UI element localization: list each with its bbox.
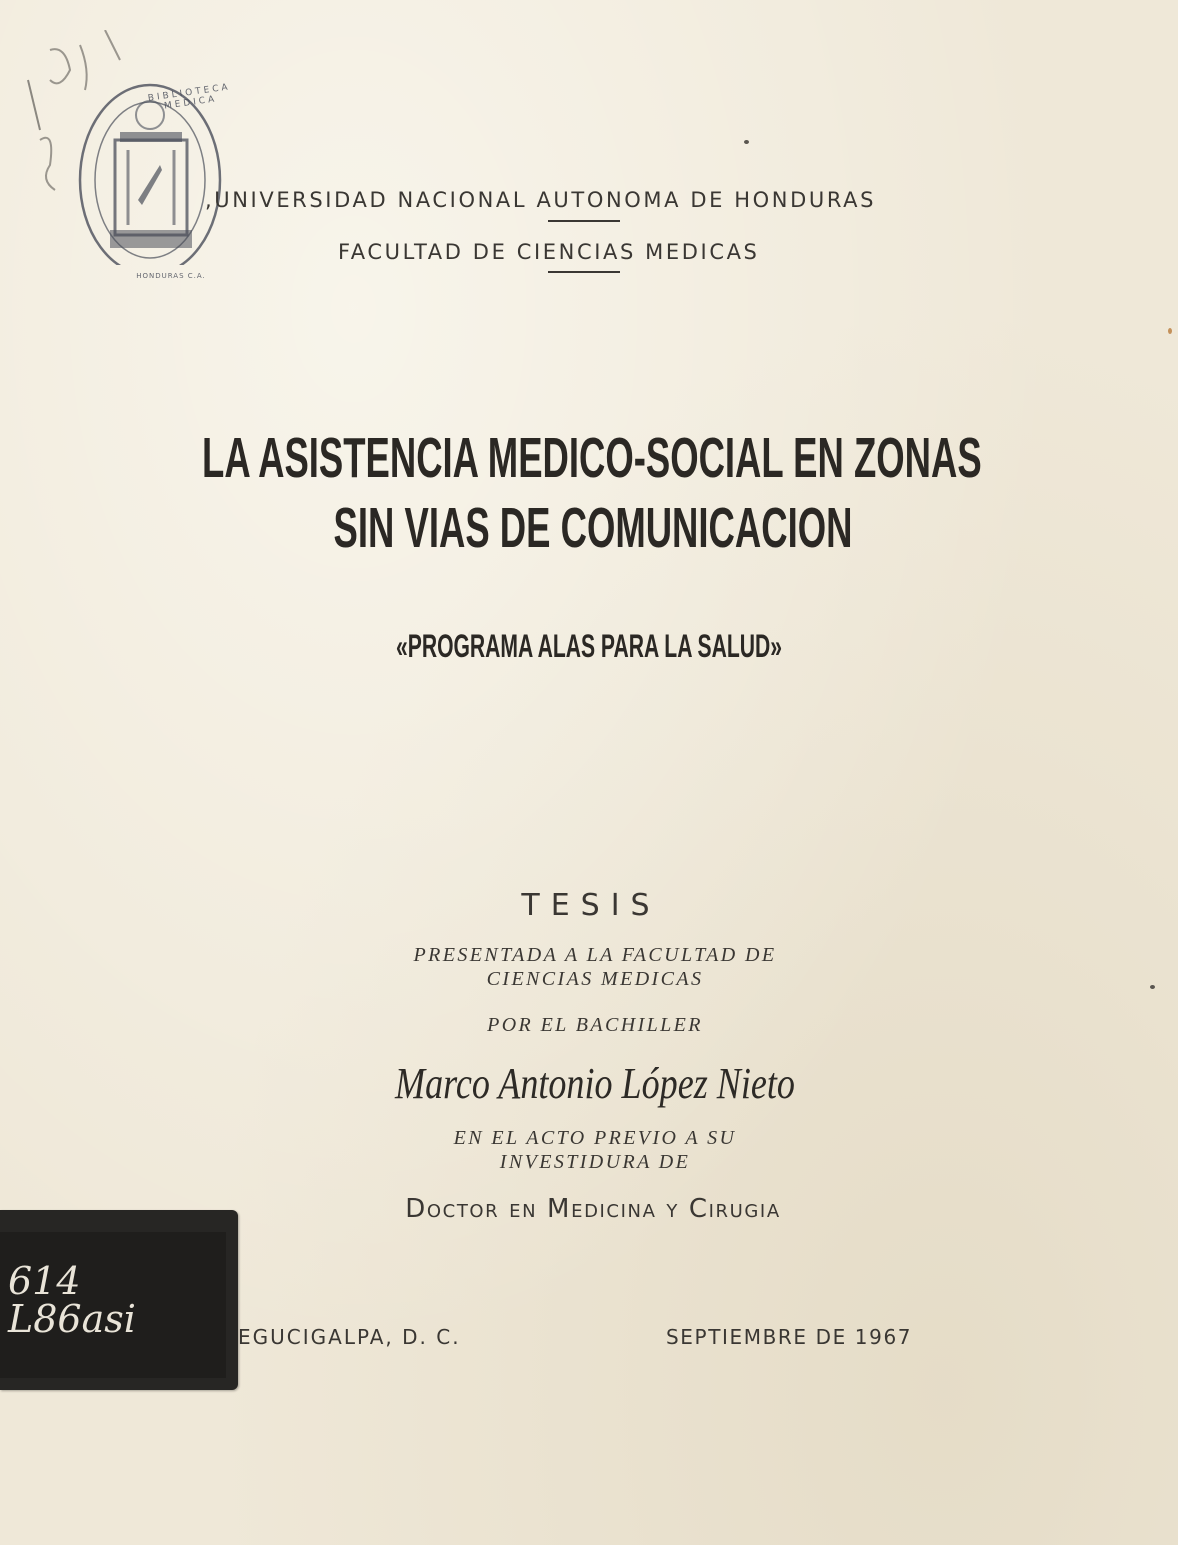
publication-date: SEPTIEMBRE DE 1967	[666, 1325, 913, 1349]
program-subtitle: «PROGRAMA ALAS PARA LA SALUD»	[395, 628, 783, 664]
degree-title: Doctor en Medicina y Cirugia	[405, 1194, 781, 1224]
paper-speck	[1150, 985, 1155, 989]
title-line-1: LA ASISTENCIA MEDICO-SOCIAL EN ZONAS	[202, 426, 982, 490]
call-number-line-2: L86asi	[8, 1297, 136, 1341]
presented-line-1: PRESENTADA A LA FACULTAD DE	[413, 944, 777, 966]
paper-speck	[1168, 328, 1172, 334]
title-line-2: SIN VIAS DE COMUNICACION	[333, 496, 853, 560]
library-seal-icon	[50, 40, 225, 265]
paper-speck	[744, 140, 749, 144]
presented-by: POR EL BACHILLER	[487, 1014, 703, 1036]
act-line-1: EN EL ACTO PREVIO A SU	[453, 1127, 737, 1149]
university-underline	[548, 220, 620, 222]
place-of-publication: EGUCIGALPA, D. C.	[238, 1325, 461, 1349]
library-seal	[50, 40, 232, 280]
faculty-name: FACULTAD DE CIENCIAS MEDICAS	[338, 240, 760, 264]
call-number-label-inner	[0, 1232, 226, 1378]
call-number-label	[0, 1210, 238, 1390]
presented-line-2: CIENCIAS MEDICAS	[486, 968, 704, 990]
author-name: Marco Antonio López Nieto	[395, 1059, 795, 1108]
act-line-2: INVESTIDURA DE	[499, 1151, 691, 1173]
thesis-heading: TESIS	[521, 888, 661, 923]
university-name: ,UNIVERSIDAD NACIONAL AUTONOMA DE HONDURAS	[205, 188, 877, 212]
call-number-line-1: 614	[8, 1259, 81, 1303]
seal-text-top: BIBLIOTECA MEDICA	[147, 82, 232, 112]
seal-text-bottom: HONDURAS C.A.	[136, 272, 206, 280]
call-number-text	[8, 1259, 136, 1341]
faculty-underline	[548, 271, 620, 273]
